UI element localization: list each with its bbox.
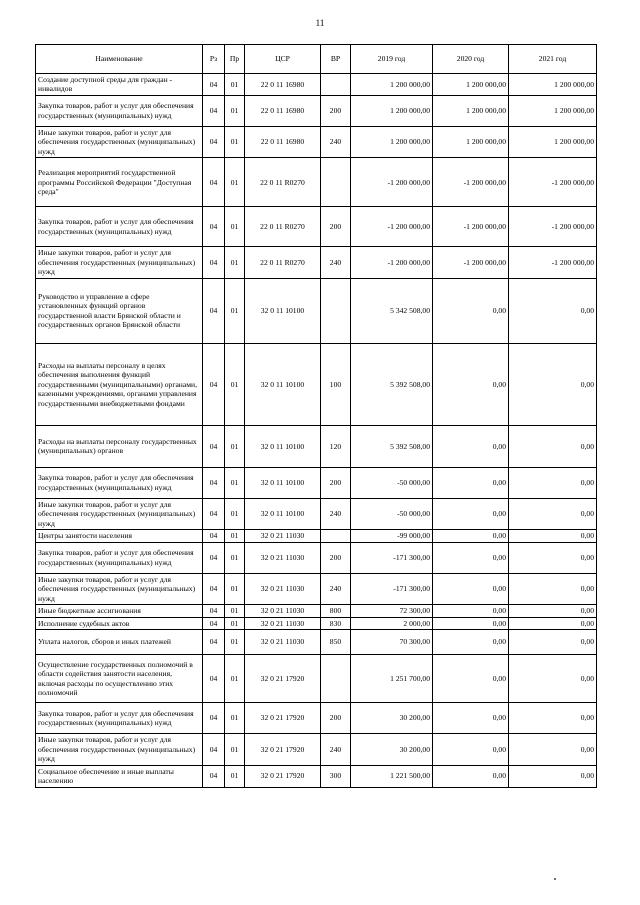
cell-y2020: 0,00 — [433, 542, 509, 573]
cell-y2020: 0,00 — [433, 617, 509, 629]
header-csr: ЦСР — [245, 45, 321, 74]
cell-name: Руководство и управление в сфере установленных функций органов государственной власти Брянской области и государственных органов Брянской области — [36, 278, 203, 343]
cell-pr: 01 — [225, 158, 245, 207]
cell-y2019: 72 300,00 — [351, 605, 433, 617]
cell-y2019: 5 342 508,00 — [351, 278, 433, 343]
table-row — [36, 95, 597, 126]
cell-rz: 04 — [203, 530, 225, 542]
table-row — [36, 425, 597, 467]
cell-csr: 22 0 11 16980 — [245, 95, 321, 126]
header-2021: 2021 год — [509, 45, 597, 74]
cell-csr: 32 0 21 11030 — [245, 605, 321, 617]
cell-y2021: 1 200 000,00 — [509, 126, 597, 157]
cell-name: Иные закупки товаров, работ и услуг для обеспечения государственных (муниципальных) нужд — [36, 573, 203, 604]
cell-pr: 01 — [225, 703, 245, 734]
cell-csr: 32 0 21 11030 — [245, 617, 321, 629]
cell-y2020: 0,00 — [433, 703, 509, 734]
cell-y2021: 0,00 — [509, 542, 597, 573]
cell-vr: 120 — [321, 425, 351, 467]
table-row — [36, 734, 597, 765]
cell-y2021: 0,00 — [509, 530, 597, 542]
cell-csr: 32 0 11 10100 — [245, 498, 321, 529]
cell-y2021: 0,00 — [509, 734, 597, 765]
cell-y2019: 30 200,00 — [351, 703, 433, 734]
table-row — [36, 573, 597, 604]
cell-y2020: 0,00 — [433, 630, 509, 655]
cell-rz: 04 — [203, 542, 225, 573]
cell-name: Иные закупки товаров, работ и услуг для обеспечения государственных (муниципальных) нужд — [36, 247, 203, 278]
cell-csr: 32 0 21 11030 — [245, 530, 321, 542]
cell-y2020: -1 200 000,00 — [433, 207, 509, 247]
cell-y2020: 0,00 — [433, 655, 509, 703]
cell-name: Расходы на выплаты персоналу в целях обеспечения выполнения функций государственными (муниципальными) органами, казенными учреждениями, органами управления государственными внебюджетными фондами — [36, 343, 203, 425]
cell-rz: 04 — [203, 734, 225, 765]
cell-y2021: -1 200 000,00 — [509, 207, 597, 247]
cell-vr: 200 — [321, 703, 351, 734]
cell-y2019: 5 392 508,00 — [351, 425, 433, 467]
table-row — [36, 530, 597, 542]
cell-y2019: -99 000,00 — [351, 530, 433, 542]
table-row — [36, 498, 597, 529]
cell-rz: 04 — [203, 605, 225, 617]
cell-pr: 01 — [225, 734, 245, 765]
cell-pr: 01 — [225, 74, 245, 96]
table-body — [36, 74, 597, 788]
cell-pr: 01 — [225, 498, 245, 529]
cell-y2020: 0,00 — [433, 425, 509, 467]
cell-vr — [321, 278, 351, 343]
cell-y2019: -50 000,00 — [351, 498, 433, 529]
cell-vr: 300 — [321, 765, 351, 787]
cell-csr: 22 0 11 R0270 — [245, 247, 321, 278]
cell-name: Иные закупки товаров, работ и услуг для обеспечения государственных (муниципальных) нужд — [36, 126, 203, 157]
cell-y2021: 1 200 000,00 — [509, 74, 597, 96]
cell-vr: 240 — [321, 498, 351, 529]
table-row — [36, 765, 597, 787]
cell-y2021: -1 200 000,00 — [509, 247, 597, 278]
cell-name: Закупка товаров, работ и услуг для обеспечения государственных (муниципальных) нужд — [36, 703, 203, 734]
cell-vr: 830 — [321, 617, 351, 629]
cell-name: Создание доступной среды для граждан - инвалидов — [36, 74, 203, 96]
cell-csr: 32 0 11 10100 — [245, 278, 321, 343]
cell-rz: 04 — [203, 573, 225, 604]
cell-y2020: 0,00 — [433, 343, 509, 425]
cell-vr — [321, 655, 351, 703]
cell-y2019: 30 200,00 — [351, 734, 433, 765]
cell-csr: 32 0 11 10100 — [245, 343, 321, 425]
cell-name: Социальное обеспечение и иные выплаты населению — [36, 765, 203, 787]
cell-vr: 200 — [321, 95, 351, 126]
cell-y2019: 1 221 500,00 — [351, 765, 433, 787]
cell-y2019: 1 200 000,00 — [351, 126, 433, 157]
cell-y2020: 1 200 000,00 — [433, 126, 509, 157]
cell-y2019: -1 200 000,00 — [351, 158, 433, 207]
cell-pr: 01 — [225, 605, 245, 617]
cell-vr — [321, 74, 351, 96]
cell-y2019: 2 000,00 — [351, 617, 433, 629]
cell-rz: 04 — [203, 126, 225, 157]
cell-y2019: 5 392 508,00 — [351, 343, 433, 425]
cell-name: Закупка товаров, работ и услуг для обеспечения государственных (муниципальных) нужд — [36, 207, 203, 247]
cell-csr: 32 0 21 17920 — [245, 734, 321, 765]
header-2020: 2020 год — [433, 45, 509, 74]
cell-y2021: 0,00 — [509, 765, 597, 787]
cell-name: Центры занятости населения — [36, 530, 203, 542]
cell-y2019: -171 300,00 — [351, 542, 433, 573]
cell-name: Закупка товаров, работ и услуг для обеспечения государственных (муниципальных) нужд — [36, 467, 203, 498]
cell-rz: 04 — [203, 74, 225, 96]
budget-table — [35, 44, 597, 788]
table-row — [36, 158, 597, 207]
cell-y2020: 0,00 — [433, 734, 509, 765]
cell-y2021: 0,00 — [509, 467, 597, 498]
cell-pr: 01 — [225, 765, 245, 787]
cell-rz: 04 — [203, 703, 225, 734]
cell-y2020: 1 200 000,00 — [433, 74, 509, 96]
table-row — [36, 655, 597, 703]
cell-rz: 04 — [203, 467, 225, 498]
cell-name: Осуществление государственных полномочий в области содействия занятости населения, включая расходы по осуществлению этих полномочий — [36, 655, 203, 703]
cell-pr: 01 — [225, 95, 245, 126]
cell-y2021: 1 200 000,00 — [509, 95, 597, 126]
cell-rz: 04 — [203, 207, 225, 247]
cell-name: Реализация мероприятий государственной программы Российской Федерации "Доступная среда" — [36, 158, 203, 207]
cell-csr: 32 0 21 17920 — [245, 655, 321, 703]
cell-vr — [321, 158, 351, 207]
cell-y2020: 0,00 — [433, 467, 509, 498]
table-row — [36, 126, 597, 157]
table-row — [36, 74, 597, 96]
cell-y2020: 1 200 000,00 — [433, 95, 509, 126]
cell-vr — [321, 530, 351, 542]
header-rz: Рз — [203, 45, 225, 74]
cell-rz: 04 — [203, 765, 225, 787]
table-row — [36, 617, 597, 629]
cell-y2019: 1 251 700,00 — [351, 655, 433, 703]
cell-csr: 32 0 21 11030 — [245, 542, 321, 573]
cell-vr: 100 — [321, 343, 351, 425]
cell-y2020: -1 200 000,00 — [433, 247, 509, 278]
cell-y2019: -1 200 000,00 — [351, 247, 433, 278]
cell-vr: 800 — [321, 605, 351, 617]
cell-csr: 32 0 21 17920 — [245, 765, 321, 787]
cell-y2021: 0,00 — [509, 425, 597, 467]
cell-y2021: 0,00 — [509, 278, 597, 343]
cell-y2021: 0,00 — [509, 343, 597, 425]
header-2019: 2019 год — [351, 45, 433, 74]
cell-pr: 01 — [225, 425, 245, 467]
table-row — [36, 467, 597, 498]
cell-y2020: 0,00 — [433, 573, 509, 604]
cell-y2021: 0,00 — [509, 703, 597, 734]
cell-y2019: 1 200 000,00 — [351, 95, 433, 126]
cell-csr: 32 0 21 17920 — [245, 703, 321, 734]
table-row — [36, 343, 597, 425]
table-row — [36, 542, 597, 573]
cell-pr: 01 — [225, 530, 245, 542]
cell-vr: 240 — [321, 247, 351, 278]
cell-y2019: 70 300,00 — [351, 630, 433, 655]
cell-rz: 04 — [203, 343, 225, 425]
cell-pr: 01 — [225, 467, 245, 498]
cell-name: Исполнение судебных актов — [36, 617, 203, 629]
cell-pr: 01 — [225, 126, 245, 157]
cell-rz: 04 — [203, 425, 225, 467]
cell-y2021: 0,00 — [509, 498, 597, 529]
cell-y2021: 0,00 — [509, 573, 597, 604]
header-pr: Пр — [225, 45, 245, 74]
cell-rz: 04 — [203, 498, 225, 529]
cell-y2021: 0,00 — [509, 605, 597, 617]
cell-y2021: 0,00 — [509, 655, 597, 703]
cell-rz: 04 — [203, 158, 225, 207]
cell-y2019: -1 200 000,00 — [351, 207, 433, 247]
cell-name: Иные бюджетные ассигнования — [36, 605, 203, 617]
cell-csr: 32 0 11 10100 — [245, 467, 321, 498]
cell-rz: 04 — [203, 655, 225, 703]
table-row — [36, 207, 597, 247]
table-row — [36, 703, 597, 734]
cell-pr: 01 — [225, 630, 245, 655]
cell-csr: 22 0 11 R0270 — [245, 158, 321, 207]
cell-name: Расходы на выплаты персоналу государственных (муниципальных) органов — [36, 425, 203, 467]
cell-csr: 22 0 11 16980 — [245, 126, 321, 157]
cell-csr: 32 0 11 10100 — [245, 425, 321, 467]
cell-vr: 240 — [321, 126, 351, 157]
cell-y2021: 0,00 — [509, 630, 597, 655]
cell-vr: 200 — [321, 542, 351, 573]
cell-pr: 01 — [225, 247, 245, 278]
page-number: 11 — [315, 18, 325, 28]
cell-y2020: -1 200 000,00 — [433, 158, 509, 207]
scan-dot — [554, 878, 556, 880]
cell-csr: 22 0 11 R0270 — [245, 207, 321, 247]
cell-pr: 01 — [225, 343, 245, 425]
cell-pr: 01 — [225, 207, 245, 247]
cell-csr: 32 0 21 11030 — [245, 573, 321, 604]
cell-y2020: 0,00 — [433, 278, 509, 343]
cell-vr: 850 — [321, 630, 351, 655]
cell-pr: 01 — [225, 655, 245, 703]
header-name: Наименование — [36, 45, 203, 74]
table-row — [36, 605, 597, 617]
cell-name: Иные закупки товаров, работ и услуг для обеспечения государственных (муниципальных) нужд — [36, 498, 203, 529]
cell-y2020: 0,00 — [433, 605, 509, 617]
cell-y2020: 0,00 — [433, 765, 509, 787]
cell-name: Закупка товаров, работ и услуг для обеспечения государственных (муниципальных) нужд — [36, 542, 203, 573]
cell-csr: 22 0 11 16980 — [245, 74, 321, 96]
cell-y2019: -50 000,00 — [351, 467, 433, 498]
cell-pr: 01 — [225, 542, 245, 573]
cell-y2021: 0,00 — [509, 617, 597, 629]
header-vr: ВР — [321, 45, 351, 74]
cell-name: Иные закупки товаров, работ и услуг для обеспечения государственных (муниципальных) нужд — [36, 734, 203, 765]
cell-rz: 04 — [203, 617, 225, 629]
table-row — [36, 278, 597, 343]
cell-rz: 04 — [203, 630, 225, 655]
cell-rz: 04 — [203, 278, 225, 343]
cell-pr: 01 — [225, 278, 245, 343]
table-header-row — [36, 45, 597, 74]
cell-vr: 200 — [321, 467, 351, 498]
table-row — [36, 247, 597, 278]
cell-y2019: -171 300,00 — [351, 573, 433, 604]
table-row — [36, 630, 597, 655]
cell-csr: 32 0 21 11030 — [245, 630, 321, 655]
cell-rz: 04 — [203, 95, 225, 126]
cell-vr: 240 — [321, 573, 351, 604]
cell-vr: 240 — [321, 734, 351, 765]
cell-y2021: -1 200 000,00 — [509, 158, 597, 207]
cell-y2020: 0,00 — [433, 530, 509, 542]
cell-rz: 04 — [203, 247, 225, 278]
cell-y2020: 0,00 — [433, 498, 509, 529]
cell-pr: 01 — [225, 617, 245, 629]
cell-vr: 200 — [321, 207, 351, 247]
cell-y2019: 1 200 000,00 — [351, 74, 433, 96]
cell-name: Уплата налогов, сборов и иных платежей — [36, 630, 203, 655]
cell-name: Закупка товаров, работ и услуг для обеспечения государственных (муниципальных) нужд — [36, 95, 203, 126]
cell-pr: 01 — [225, 573, 245, 604]
